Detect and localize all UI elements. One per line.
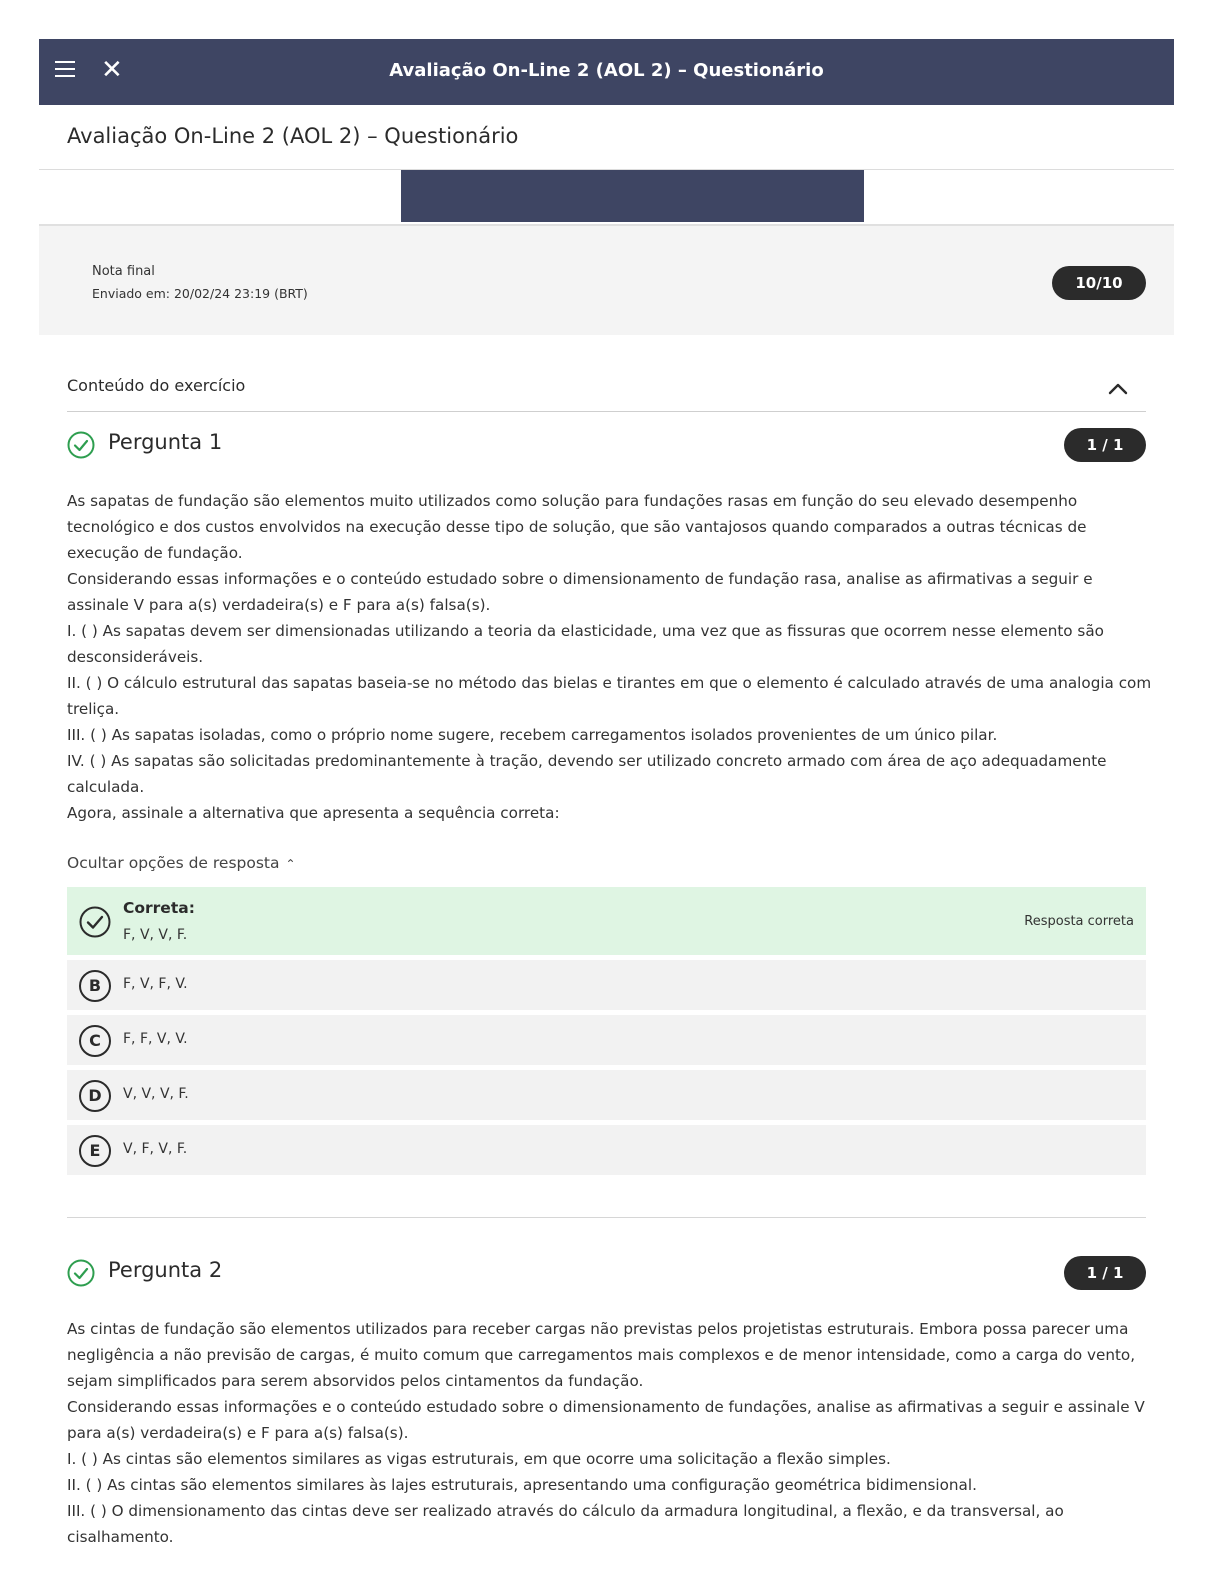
page-title: Avaliação On-Line 2 (AOL 2) – Questionário [67,124,519,148]
question-paragraph: Considerando essas informações e o conteúdo estudado sobre o dimensionamento de fundação rasa, analise as afirmativas a seguir e assinale V para a(s) verdadeira(s) e F para a(s) falsa(s). [67,570,1093,614]
answer-option-d[interactable] [67,1070,1146,1120]
answer-options [67,887,1146,1180]
question-header [67,428,1146,460]
option-text: F, V, V, F. [123,927,188,943]
exercise-content-heading: Conteúdo do exercício [67,376,246,395]
close-icon[interactable]: ✕ [101,55,123,85]
correct-label: Correta: [123,899,195,917]
question-paragraph: III. ( ) As sapatas isoladas, como o próprio nome sugere, recebem carregamentos isolados provenientes de um único pilar. [67,726,998,744]
question-header [67,1256,1146,1288]
correct-answer-note: Resposta correta [1024,914,1134,929]
answer-option-c[interactable] [67,1015,1146,1065]
question-title: Pergunta 2 [108,1258,223,1282]
final-grade-label: Nota final [92,264,155,279]
final-score-badge: 10/10 [1052,266,1146,300]
question-paragraph: III. ( ) O dimensionamento das cintas deve ser realizado através do cálculo da armadura longitudinal, a flexão, e da transversal, ao cisalhamento. [67,1502,1064,1546]
question-paragraph: I. ( ) As cintas são elementos similares as vigas estruturais, em que ocorre uma solicitação a flexão simples. [67,1450,891,1468]
divider [67,411,1146,412]
top-bar-title: Avaliação On-Line 2 (AOL 2) – Questionário [389,60,824,81]
question-score-badge: 1 / 1 [1064,428,1146,462]
divider [67,1217,1146,1218]
check-circle-icon [79,906,111,938]
option-letter: E [79,1135,111,1167]
toggle-label: Ocultar opções de resposta [67,854,280,872]
option-letter: B [79,970,111,1002]
question-paragraph: I. ( ) As sapatas devem ser dimensionadas utilizando a teoria da elasticidade, uma vez que as fissuras que ocorrem nesse elemento são desconsideráveis. [67,622,1104,666]
top-bar [39,39,1174,105]
banner-block [401,170,864,222]
answer-option-correct[interactable] [67,887,1146,955]
option-letter: D [79,1080,111,1112]
question-text [67,1316,1152,1550]
question-title: Pergunta 1 [108,430,223,454]
question-paragraph: II. ( ) As cintas são elementos similares às lajes estruturais, apresentando uma configuração geométrica bidimensional. [67,1476,977,1494]
question-text [67,488,1152,826]
question-paragraph: Agora, assinale a alternativa que apresenta a sequência correta: [67,804,560,822]
grade-panel [39,226,1174,335]
question-paragraph: As cintas de fundação são elementos utilizados para receber cargas não previstas pelos projetistas estruturais. Embora possa parecer uma negligência a não previsão de cargas, é muito comum que carregamentos mais complexos e de menor intensidade, como a carga do vento, sejam simplificados para serem absorvidos pelos cintamentos da fundação. [67,1320,1136,1390]
chevron-up-icon[interactable] [1104,378,1132,400]
question-paragraph: Considerando essas informações e o conteúdo estudado sobre o dimensionamento de fundações, analise as afirmativas a seguir e assinale V para a(s) verdadeira(s) e F para a(s) falsa(s). [67,1398,1145,1442]
option-text: V, F, V, F. [123,1141,188,1157]
check-circle-icon [67,431,95,459]
answer-option-b[interactable] [67,960,1146,1010]
question-paragraph: IV. ( ) As sapatas são solicitadas predominantemente à tração, devendo ser utilizado concreto armado com área de aço adequadamente calculada. [67,752,1107,796]
answer-option-e[interactable] [67,1125,1146,1175]
hide-answer-options-toggle[interactable] [67,854,296,872]
submitted-at: Enviado em: 20/02/24 23:19 (BRT) [92,286,308,301]
option-text: F, V, F, V. [123,976,188,992]
check-circle-icon [67,1259,95,1287]
caret-up-icon: ⌃ [285,857,296,871]
question-paragraph: II. ( ) O cálculo estrutural das sapatas baseia-se no método das bielas e tirantes em que o elemento é calculado através de uma analogia com treliça. [67,674,1152,718]
option-text: V, V, V, F. [123,1086,189,1102]
question-score-badge: 1 / 1 [1064,1256,1146,1290]
option-text: F, F, V, V. [123,1031,188,1047]
option-letter: C [79,1025,111,1057]
question-paragraph: As sapatas de fundação são elementos muito utilizados como solução para fundações rasas em função do seu elevado desempenho tecnológico e dos custos envolvidos na execução desse tipo de solução, que são vantajosos quando comparados a outras técnicas de execução de fundação. [67,492,1087,562]
